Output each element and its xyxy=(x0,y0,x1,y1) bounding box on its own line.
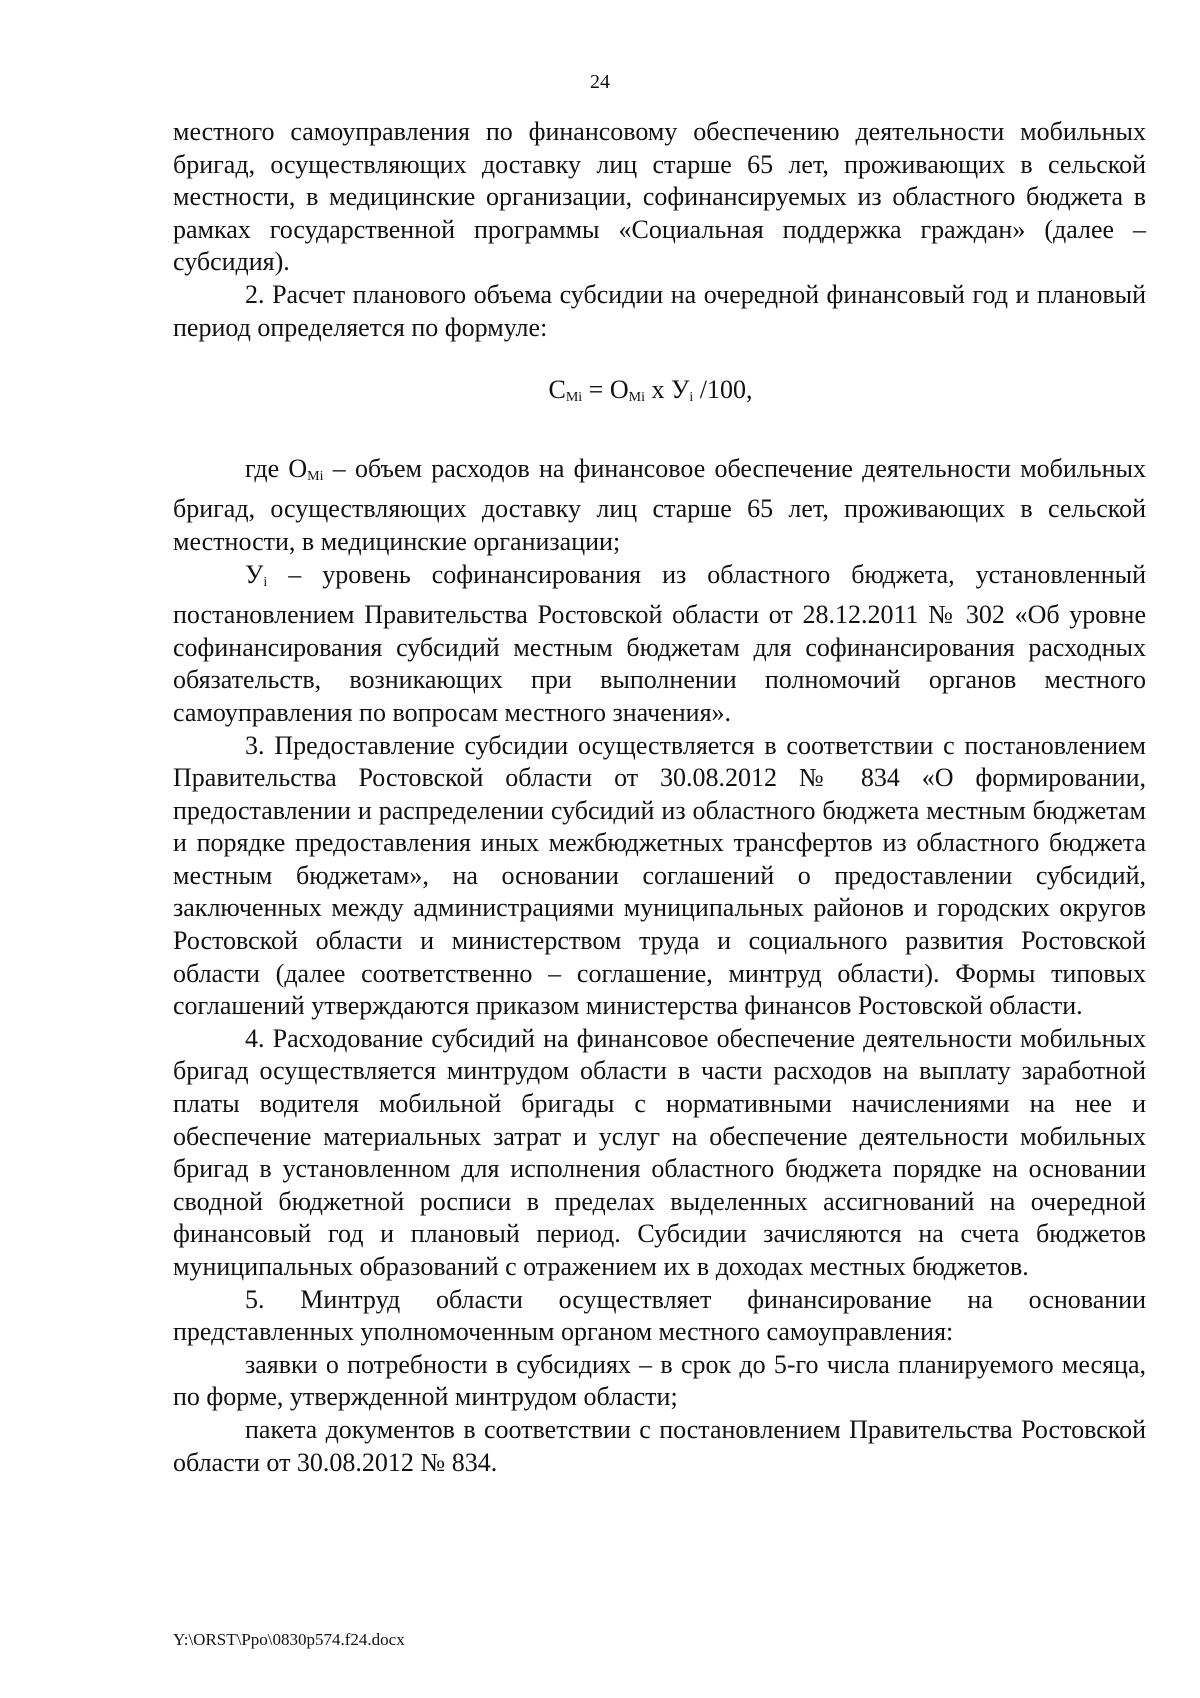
paragraph-documents: пакета документов в соответствии с постановлением Правительства Ростовской области от 30.08.2012 № 834. xyxy=(173,1414,1146,1477)
formula-c: С xyxy=(548,375,566,405)
paragraph-item-5: 5. Минтруд области осуществляет финансирование на основании представленных уполномоченным органом местного самоуправления: xyxy=(173,1284,1146,1347)
definition-o-text: – объем расходов на финансовое обеспечение деятельности мобильных бригад, осуществляющих доставку лиц старше 65 лет, проживающих в сельской местности, в медицинские организации; xyxy=(173,453,1147,556)
document-body xyxy=(173,116,1146,1479)
paragraph-item-4: 4. Расходование субсидий на финансовое обеспечение деятельности мобильных бригад осуществляется минтрудом области в части расходов на выплату заработной платы водителя мобильной бригады с нормативными начислениями на нее и обеспечение материальных затрат и услуг на обеспечение деятельности мобильных бригад в установленном для исполнения областного бюджета порядке на основании сводной бюджетной росписи в пределах выделенных ассигнований на очередной финансовый год и плановый период. Субсидии зачисляются на счета бюджетов муниципальных образований с отражением их в доходах местных бюджетов. xyxy=(173,1023,1146,1281)
formula-eq: = О xyxy=(582,375,629,405)
page-number: 24 xyxy=(590,71,610,93)
formula-x: х У xyxy=(644,375,690,405)
paragraph-definition-o xyxy=(173,453,1146,559)
formula-tail: /100, xyxy=(693,375,753,405)
formula-o-sub: Мi xyxy=(628,390,645,406)
paragraph-applications: заявки о потребности в субсидиях – в срок до 5-го числа планируемого месяца, по форме, утвержденной минтрудом области; xyxy=(173,1349,1146,1412)
paragraph-item-2: 2. Расчет планового объема субсидии на очередной финансовый год и плановый период определяется по формуле: xyxy=(173,279,1146,342)
definition-u-sub: i xyxy=(263,574,268,590)
paragraph-item-3: 3. Предоставление субсидии осуществляется в соответствии с постановлением Правительства Ростовской области от 30.08.2012 № 834 «О формировании, предоставлении и распределении субсидий из областного бюджета местным бюджетам и порядке предоставления иных межбюджетных трансфертов из областного бюджета местным бюджетам», на основании соглашений о предоставлении субсидий, заключенных между администрациями муниципальных районов и городских округов Ростовской области и министерством труда и социального развития Ростовской области (далее соответственно – соглашение, минтруд области). Формы типовых соглашений утверждаются приказом министерства финансов Ростовской области. xyxy=(173,730,1146,1021)
formula-c-sub: Мi xyxy=(565,390,583,406)
file-path-footer: Y:\ORST\Ppo\0830p574.f24.docx xyxy=(173,1630,405,1649)
paragraph-definition-u xyxy=(173,559,1146,730)
paragraph-continuation: местного самоуправления по финансовому обеспечению деятельности мобильных бригад, осуществляющих доставку лиц старше 65 лет, проживающих в сельской местности, в медицинские организации, софинансируемых из областного бюджета в рамках государственной программы «Социальная поддержка граждан» (далее – субсидия). xyxy=(173,117,1146,277)
definition-o-sub: Мi xyxy=(307,468,324,484)
definition-o-lead: где О xyxy=(245,453,308,483)
definition-u-lead: У xyxy=(245,559,264,589)
formula xyxy=(173,374,1146,415)
formula-u-sub: i xyxy=(689,390,694,406)
definition-u-text: – уровень софинансирования из областного бюджета, установленный постановлением Правительства Ростовской области от 28.12.2011 № 302 «Об уровне софинансирования субсидий местным бюджетам для софинансирования расходных обязательств, возникающих при выполнении полномочий органов местного самоуправления по вопросам местного значения». xyxy=(173,559,1146,727)
